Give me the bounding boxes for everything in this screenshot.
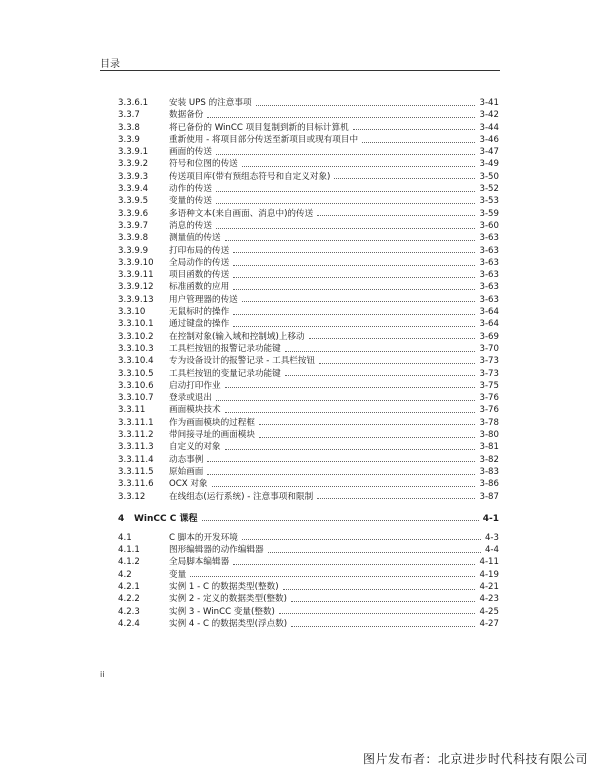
toc-entry-page: 3-64: [479, 319, 499, 330]
toc-entry-page: 3-76: [479, 405, 499, 416]
toc-entry-number: 3.3.9.4: [118, 184, 149, 195]
toc-entry-title: 原始画面: [169, 466, 204, 477]
toc-entry[interactable]: [0, 158, 600, 170]
toc-entry-page: 3-78: [479, 417, 499, 428]
toc-entry-title: 启动打印作业: [169, 380, 221, 391]
toc-entry-line: [169, 581, 499, 593]
toc-entry-line: [169, 158, 499, 170]
page-number: ii: [100, 670, 105, 679]
toc-entry-line: [169, 331, 499, 343]
table-of-contents: [0, 97, 600, 630]
toc-entry-page: 3-81: [479, 442, 499, 453]
toc-entry-number: 3.3.10.5: [118, 368, 154, 379]
toc-entry-number: 3.3.10.6: [118, 380, 154, 391]
toc-entry-page: 3-60: [479, 220, 499, 231]
leader-dots: [242, 539, 481, 540]
toc-entry-line: [169, 532, 499, 544]
toc-entry-page: 3-63: [479, 245, 499, 256]
toc-entry-page: 3-42: [479, 110, 499, 121]
toc-entry-number: 3.3.9.13: [118, 294, 154, 305]
toc-entry[interactable]: [0, 122, 600, 134]
toc-entry-title: C 脚本的开发环境: [169, 532, 238, 543]
leader-dots: [317, 215, 475, 216]
toc-entry-page: 3-47: [479, 147, 499, 158]
leader-dots: [207, 474, 475, 475]
toc-entry-line: [169, 97, 499, 109]
leader-dots: [216, 228, 476, 229]
toc-entry-line: [169, 593, 499, 605]
toc-entry-title: 项目函数的传送: [169, 270, 230, 281]
toc-entry-number: 3.3.9.12: [118, 282, 154, 293]
toc-entry-title: 安装 UPS 的注意事项: [169, 98, 252, 108]
toc-entry-title: 动态事例: [169, 454, 204, 465]
toc-entry-line: [169, 208, 499, 220]
toc-entry[interactable]: [0, 441, 600, 453]
toc-entry-line: [169, 355, 499, 367]
toc-entry-number: 3.3.8: [118, 122, 140, 133]
toc-entry-title: 实例 2 - 定义的数据类型(整数): [169, 594, 288, 605]
toc-entry-number: 3.3.11.4: [118, 454, 154, 465]
leader-dots: [212, 486, 476, 487]
toc-entry-title: 打印布局的传送: [169, 245, 230, 256]
chapter-number: 4: [118, 513, 125, 524]
toc-entry-number: 3.3.11.5: [118, 466, 154, 477]
toc-entry-title: 用户管理器的传送: [169, 294, 238, 305]
toc-entry-line: [169, 343, 499, 355]
toc-entry[interactable]: [0, 269, 600, 281]
toc-entry-title: 带间接寻址的画面模块: [169, 430, 255, 441]
toc-entry-number: 3.3.10.1: [118, 319, 154, 330]
toc-entry-title: 画面的传送: [169, 147, 212, 158]
toc-entry-line: [169, 441, 499, 453]
toc-entry-line: [169, 454, 499, 466]
toc-entry-page: 3-63: [479, 282, 499, 293]
toc-entry-line: [169, 544, 499, 556]
leader-dots: [291, 601, 475, 602]
toc-entry-line: [169, 429, 499, 441]
leader-dots: [279, 613, 476, 614]
toc-entry[interactable]: [0, 429, 600, 441]
toc-entry-title: 多语种文本(来自画面、消息中)的传送: [169, 208, 314, 219]
toc-entry-number: 3.3.9.11: [118, 270, 154, 281]
toc-entry-title: 工具栏按钮的报警记录功能键: [169, 343, 281, 354]
toc-entry-number: 3.3.11.2: [118, 430, 154, 441]
toc-entry-page: 3-63: [479, 233, 499, 244]
toc-entry-page: 3-75: [479, 380, 499, 391]
toc-entry-page: 3-80: [479, 430, 499, 441]
leader-dots: [207, 117, 475, 118]
toc-entry[interactable]: [0, 294, 600, 306]
leader-dots: [334, 178, 475, 179]
toc-entry-page: 4-21: [479, 581, 499, 592]
leader-dots: [259, 424, 476, 425]
leader-dots: [285, 375, 476, 376]
toc-entry-title: 工具栏按钮的变量记录功能键: [169, 368, 281, 379]
toc-entry[interactable]: [0, 318, 600, 330]
leader-dots: [225, 449, 476, 450]
toc-entry-line: [169, 491, 499, 503]
toc-entry-number: 4.2: [118, 569, 132, 580]
toc-entry-title: 自定义的对象: [169, 442, 221, 453]
toc-entry-page: 4-23: [479, 594, 499, 605]
toc-entry-number: 3.3.12: [118, 491, 146, 502]
toc-entry-line: [169, 392, 499, 404]
toc-entry-page: 3-87: [479, 491, 499, 502]
leader-dots: [233, 265, 475, 266]
leader-dots: [207, 461, 475, 462]
toc-entry[interactable]: [0, 380, 600, 392]
toc-entry-title: 变量: [169, 569, 187, 580]
toc-entry-title: 数据备份: [169, 110, 204, 121]
toc-entry-page: 3-46: [479, 134, 499, 145]
toc-entry-number: 3.3.10.2: [118, 331, 154, 342]
toc-entry-number: 3.3.9.8: [118, 233, 149, 244]
leader-dots: [291, 626, 475, 627]
leader-dots: [319, 363, 475, 364]
leader-dots: [362, 142, 475, 143]
toc-entry[interactable]: [0, 134, 600, 146]
leader-dots: [242, 301, 476, 302]
toc-entry-line: [169, 281, 499, 293]
toc-entry-page: 3-53: [479, 196, 499, 207]
toc-section-3: [0, 97, 600, 503]
leader-dots: [285, 351, 476, 352]
toc-entry-number: 3.3.6.1: [118, 98, 149, 108]
toc-entry[interactable]: [0, 245, 600, 257]
toc-entry-line: [169, 318, 499, 330]
leader-dots: [216, 191, 476, 192]
toc-entry-line: [169, 380, 499, 392]
toc-entry-title: 画面模块技术: [169, 405, 221, 416]
toc-entry-page: 3-52: [479, 184, 499, 195]
toc-entry-title: 无鼠标时的操作: [169, 307, 230, 318]
toc-entry-line: [169, 306, 499, 318]
toc-entry[interactable]: [0, 195, 600, 207]
toc-entry[interactable]: [0, 532, 600, 544]
leader-dots: [225, 387, 476, 388]
leader-dots: [268, 552, 481, 553]
toc-entry[interactable]: [0, 491, 600, 503]
toc-entry[interactable]: [0, 606, 600, 618]
toc-entry-page: 3-86: [479, 479, 499, 490]
toc-entry[interactable]: [0, 478, 600, 490]
leader-dots: [202, 520, 479, 521]
toc-entry[interactable]: [0, 183, 600, 195]
toc-entry-line: [169, 220, 499, 232]
toc-entry[interactable]: [0, 466, 600, 478]
toc-entry-number: 4.2.2: [118, 594, 140, 605]
toc-entry-title: 测量值的传送: [169, 233, 221, 244]
toc-entry[interactable]: [0, 392, 600, 404]
toc-entry-page: 3-69: [479, 331, 499, 342]
leader-dots: [259, 437, 476, 438]
toc-section-4: [0, 532, 600, 630]
leader-dots: [190, 576, 475, 577]
toc-entry-line: [169, 368, 499, 380]
chapter-entry: [134, 512, 499, 526]
toc-entry-number: 3.3.9.2: [118, 159, 149, 170]
toc-entry[interactable]: [0, 343, 600, 355]
toc-entry-page: 4-4: [484, 545, 499, 556]
toc-entry-line: [169, 245, 499, 257]
toc-entry-page: 3-73: [479, 368, 499, 379]
toc-entry-page: 4-19: [479, 569, 499, 580]
leader-dots: [233, 326, 475, 327]
toc-entry[interactable]: [0, 208, 600, 220]
leader-dots: [353, 129, 476, 130]
toc-entry[interactable]: [0, 368, 600, 380]
toc-entry[interactable]: [0, 331, 600, 343]
toc-entry-page: 4-11: [479, 557, 499, 568]
toc-entry-line: [169, 417, 499, 429]
toc-entry-number: 4.1: [118, 532, 132, 543]
leader-dots: [233, 564, 475, 565]
leader-dots: [225, 412, 476, 413]
toc-entry-line: [169, 183, 499, 195]
toc-entry-number: 3.3.9.5: [118, 196, 149, 207]
running-header: 目录: [100, 59, 120, 70]
chapter-title: WinCC C 课程: [134, 513, 198, 524]
toc-entry-number: 3.3.9.1: [118, 147, 149, 158]
leader-dots: [233, 289, 475, 290]
toc-entry-number: 3.3.10.3: [118, 343, 154, 354]
toc-entry[interactable]: [0, 355, 600, 367]
toc-entry-title: 实例 3 - WinCC 变量(整数): [169, 606, 275, 617]
chapter-page: 4-1: [482, 513, 499, 524]
toc-entry-line: [169, 257, 499, 269]
toc-entry-line: [169, 569, 499, 581]
toc-entry-number: 3.3.11: [118, 405, 146, 416]
toc-entry-number: 4.1.2: [118, 557, 140, 568]
leader-dots: [216, 154, 476, 155]
toc-entry-number: 3.3.7: [118, 110, 140, 121]
toc-entry-title: 作为画面模块的过程框: [169, 417, 255, 428]
toc-entry[interactable]: [0, 618, 600, 630]
toc-entry-line: [169, 109, 499, 121]
leader-dots: [216, 400, 476, 401]
toc-entry-page: 4-25: [479, 606, 499, 617]
toc-entry-number: 3.3.11.1: [118, 417, 154, 428]
toc-entry-title: 专为设备设计的报警记录 - 工具栏按钮: [169, 356, 316, 367]
toc-entry-page: 4-27: [479, 618, 499, 629]
toc-entry-line: [169, 269, 499, 281]
toc-entry-line: [169, 404, 499, 416]
header-rule: [100, 70, 500, 71]
toc-entry-line: [169, 232, 499, 244]
toc-entry-number: 3.3.9.6: [118, 208, 149, 219]
toc-entry[interactable]: [0, 257, 600, 269]
toc-entry-number: 3.3.10.7: [118, 393, 154, 404]
toc-entry-title: 将已备份的 WinCC 项目复制到新的目标计算机: [169, 122, 349, 133]
toc-entry[interactable]: [0, 404, 600, 416]
toc-entry-page: 3-73: [479, 356, 499, 367]
toc-entry-line: [169, 294, 499, 306]
leader-dots: [225, 240, 476, 241]
toc-entry-page: 4-3: [484, 532, 499, 543]
toc-entry-title: 变量的传送: [169, 196, 212, 207]
toc-entry-number: 4.2.1: [118, 581, 140, 592]
toc-entry-line: [169, 556, 499, 568]
toc-entry[interactable]: [0, 556, 600, 568]
toc-entry[interactable]: [0, 417, 600, 429]
toc-entry-page: 3-76: [479, 393, 499, 404]
toc-entry[interactable]: [0, 454, 600, 466]
toc-entry-page: 3-50: [479, 171, 499, 182]
toc-entry-title: 标准函数的应用: [169, 282, 230, 293]
toc-entry[interactable]: [0, 220, 600, 232]
toc-entry-page: 3-64: [479, 307, 499, 318]
leader-dots: [309, 338, 476, 339]
toc-entry[interactable]: [0, 109, 600, 121]
toc-entry-line: [169, 618, 499, 630]
toc-entry-title: 符号和位图的传送: [169, 159, 238, 170]
toc-entry[interactable]: [0, 171, 600, 183]
toc-entry[interactable]: [0, 569, 600, 581]
toc-entry-line: [169, 171, 499, 183]
toc-entry-page: 3-83: [479, 466, 499, 477]
toc-entry-page: 3-63: [479, 257, 499, 268]
image-credit: 图片发布者：北京进步时代科技有限公司: [362, 752, 588, 766]
leader-dots: [242, 166, 476, 167]
toc-entry-number: 4.2.4: [118, 618, 140, 629]
leader-dots: [216, 203, 476, 204]
toc-entry-title: 全局动作的传送: [169, 257, 230, 268]
chapter-heading[interactable]: [0, 512, 600, 526]
toc-entry-title: 全局脚本编辑器: [169, 557, 230, 568]
leader-dots: [233, 277, 475, 278]
toc-entry-line: [169, 146, 499, 158]
toc-entry-line: [169, 466, 499, 478]
toc-entry-title: 重新使用 - 将项目部分传送至新项目或现有项目中: [169, 134, 359, 145]
toc-entry-line: [169, 606, 499, 618]
toc-entry[interactable]: [0, 593, 600, 605]
toc-entry-line: [169, 122, 499, 134]
toc-entry-title: 通过键盘的操作: [169, 319, 230, 330]
toc-entry-line: [169, 134, 499, 146]
toc-entry-page: 3-70: [479, 343, 499, 354]
toc-entry[interactable]: [0, 544, 600, 556]
toc-entry-title: 传送项目库(带有预组态符号和自定义对象): [169, 171, 331, 182]
toc-entry-number: 4.2.3: [118, 606, 140, 617]
toc-entry-page: 3-44: [479, 122, 499, 133]
toc-entry-number: 3.3.11.6: [118, 479, 154, 490]
toc-entry-number: 3.3.9: [118, 134, 140, 145]
toc-entry-number: 3.3.9.7: [118, 220, 149, 231]
toc-entry-number: 4.1.1: [118, 545, 140, 556]
toc-entry-number: 3.3.10.4: [118, 356, 154, 367]
toc-entry-number: 3.3.9.9: [118, 245, 149, 256]
toc-entry[interactable]: [0, 281, 600, 293]
toc-entry-page: 3-49: [479, 159, 499, 170]
toc-entry-page: 3-63: [479, 270, 499, 281]
toc-entry[interactable]: [0, 306, 600, 318]
toc-entry-title: 消息的传送: [169, 220, 212, 231]
toc-entry-number: 3.3.10: [118, 307, 146, 318]
leader-dots: [233, 314, 475, 315]
leader-dots: [233, 252, 475, 253]
toc-entry-number: 3.3.9.10: [118, 257, 154, 268]
toc-entry-number: 3.3.9.3: [118, 171, 149, 182]
toc-entry-page: 3-82: [479, 454, 499, 465]
toc-entry-page: 3-63: [479, 294, 499, 305]
toc-entry-line: [169, 478, 499, 490]
toc-entry[interactable]: [0, 232, 600, 244]
toc-entry[interactable]: [0, 146, 600, 158]
leader-dots: [317, 498, 475, 499]
leader-dots: [283, 589, 476, 590]
toc-entry-number: 3.3.11.3: [118, 442, 154, 453]
toc-entry[interactable]: [0, 97, 600, 109]
leader-dots: [256, 105, 476, 106]
toc-entry-page: 3-41: [479, 98, 499, 108]
toc-entry-title: 登录或退出: [169, 393, 212, 404]
toc-entry-title: OCX 对象: [169, 479, 208, 490]
toc-entry-title: 在线组态(运行系统) - 注意事项和限制: [169, 491, 314, 502]
toc-entry[interactable]: [0, 581, 600, 593]
toc-entry-page: 3-59: [479, 208, 499, 219]
toc-entry-title: 动作的传送: [169, 184, 212, 195]
toc-entry-title: 实例 4 - C 的数据类型(浮点数): [169, 618, 288, 629]
toc-entry-line: [169, 195, 499, 207]
toc-entry-title: 实例 1 - C 的数据类型(整数): [169, 581, 279, 592]
toc-entry-title: 图形编辑器的动作编辑器: [169, 545, 264, 556]
toc-entry-title: 在控制对象(输入域和控制域)上移动: [169, 331, 305, 342]
